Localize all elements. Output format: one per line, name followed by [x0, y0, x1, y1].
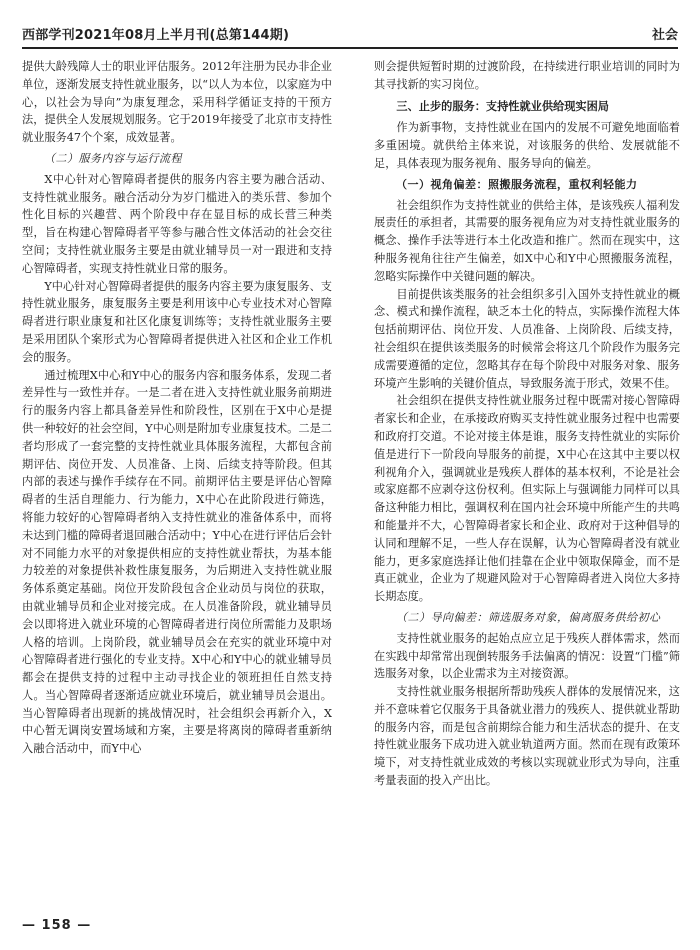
paragraph: X中心针对心智障碍者提供的服务内容主要为融合活动、支持性就业服务。融合活动分为岁门槛进入的类乐营、参加个性化目标的兴趣营、两个阶段中存在显目标的成长营三种类型，旨在构建心智障碍者平等参与融合性文体活动的社会交往空间；支持性就业服务主要是由就业辅导员一对一跟进和支持心智障碍者，实现支持性就业日常的服务。 — [22, 172, 332, 275]
section-label: 社会 — [651, 28, 678, 43]
paragraph: 目前提供该类服务的社会组织多引入国外支持性就业的概念、模式和操作流程，缺乏本土化的特点，实际操作流程大体包括前期评估、岗位开发、人员准备、上岗阶段、后续支持，社会组织在提供该类服务的时候常会将这几个阶段作为服务完成需要遵循的定位，忽略其存在每个阶段中对服务对象、服务环境产生影响的关键价值点，导致服务流于形式，效果不佳。 — [374, 287, 680, 390]
paragraph: 社会组织作为支持性就业的供给主体，是该残疾人福利发展责任的承担者，其需要的服务视角应为对支持性就业服务的概念、操作手法等进行本土化改造和推广。然而在现实中，这种服务视角往往产生偏差，如X中心和Y中心照搬服务流程，忽略实际操作中关键问题的解决。 — [374, 198, 680, 283]
paragraph: Y中心针对心智障碍者提供的服务内容主要为康复服务、支持性就业服务，康复服务主要是利用该中心专业技术对心智障碍者进行职业康复和社区化康复训练等；支持性就业服务主要是采用团队个案形式为心智障碍者提供进入社区和企业工作机会的服务。 — [22, 279, 332, 364]
paragraph: 作为新事物，支持性就业在国内的发展不可避免地面临着多重困境。就供给主体来说，对该服务的供给、发展就能不足，具体表现为服务视角、服务导向的偏差。 — [374, 121, 680, 170]
paragraph: 支持性就业服务的起始点应立足于残疾人群体需求，然而在实践中却常常出现倒转服务手法偏离的情况：设置“门槛”筛选服务对象，以企业需求为主对接资源。 — [374, 631, 680, 681]
journal-title: 西部学刊2021年08月上半月刊(总第144期) — [22, 28, 290, 43]
header-rule — [22, 47, 678, 49]
paragraph: 支持性就业服务根据所帮助残疾人群体的发展情况来，这并不意味着它仅服务于具备就业潜力的残疾人、提供就业帮助的服务内容，而是包含前期综合能力和生活状态的提升、在支持性就业服务下成功进入就业轨道两方面。然而在现有政策环境下，对支持性就业成效的考核以实现就业形式为导向，注重考量表面的投入产出比。 — [374, 685, 680, 788]
page-number: — 158 — — [22, 918, 92, 933]
subsection-heading: （一）视角偏差：照搬服务流程，重权利轻能力 — [396, 177, 638, 191]
paragraph: 则会提供短暂时期的过渡阶段，在持续进行职业培训的同时为其寻找新的实习岗位。 — [374, 60, 680, 91]
section-heading: 三、止步的服务：支持性就业供给现实困局 — [396, 98, 609, 113]
page-header — [22, 24, 678, 44]
paragraph: 提供大龄残障人士的职业评估服务。2012年注册为民办非企业单位，逐渐发展支持性就业服务，以“以人为本位，以家庭为中心，以社会为导向”为康复理念，采用科学循证支持的干预方法，提供全人发展规划服务。它于2019年接受了北京市支持性就业服务47个个案，成效显著。 — [22, 60, 332, 145]
subsection-heading: （二）服务内容与运行流程 — [44, 151, 182, 165]
right-column — [374, 58, 680, 790]
left-column — [22, 58, 332, 758]
paragraph: 通过梳理X中心和Y中心的服务内容和服务体系，发现二者差异性与一致性并存。一是二者在进入支持性就业服务前期进行的服务内容上都具备差异性和阶段性，区别在于X中心是提供一种较好的社会空间，Y中心则是附加专业康复技术。二是二者均形成了一套完整的支持性就业具体服务流程，大都包含前期评估、岗位开发、人员准备、上岗、后续支持等阶段。但其内部的表述与操作手续存在不同。前期评估主要是评估心智障碍者的生活自理能力、行为能力，X中心在此阶段进行筛选，将能力较好的心智障碍者纳入支持性就业的准备体系中，而将未达到门槛的障碍者退回融合活动中；Y中心在进行评估后会针对不同能力水平的对象提供相应的支持性就业帮扶，为基本能力较差的对象提供补救性康复服务，为后期进入支持性就业服务体系奠定基础。岗位开发阶段包含企业动员与岗位的获取，由就业辅导员和企业对接完成。在人员准备阶段，就业辅导员会以即将进入就业环境的心智障碍者进行岗位所需能力及职场人格的培训。上岗阶段，就业辅导员会在充实的就业环境中对心智障碍者进行强化的专业支持。X中心和Y中心的就业辅导员都会在提供支持的过程中主动寻找企业的领班担任自然支持人。当心智障碍者逐渐适应就业环境后，就业辅导员会退出。当心智障碍者出现新的挑战情况时，社会组织会再新介入，X中心暂无调岗安置场域和方案，主要是将离岗的障碍者重新纳入融合活动中，而Y中心 — [22, 368, 332, 756]
paragraph: 社会组织在提供支持性就业服务过程中既需对接心智障碍者家长和企业，在承接政府购买支持性就业服务过程中也需要和政府打交道。不论对接主体是谁，服务支持性就业的实际价值是进行下一阶段向导服务的前提，X中心在这其中主要以权利视角介入，强调就业是残疾人群体的基本权利，不论是社会或家庭都不应剥夺这份权利。但实际上与强调能力同样可以具备这种能力相比，强调权利在国内社会环境中所能产生的共鸣和能量并不大，心智障碍者家长和企业、政府对于这种倡导的认同和理解不足，一些人存在误解，认为心智障碍者没有就业能力，更多家庭选择让他们挂靠在企业中领取保障金，而不是真正就业，企业为了规避风险对于心智障碍者进入岗位大多持长期态度。 — [374, 394, 680, 604]
subsection-heading: （二）导向偏差：筛选服务对象，偏离服务供给初心 — [396, 610, 661, 624]
